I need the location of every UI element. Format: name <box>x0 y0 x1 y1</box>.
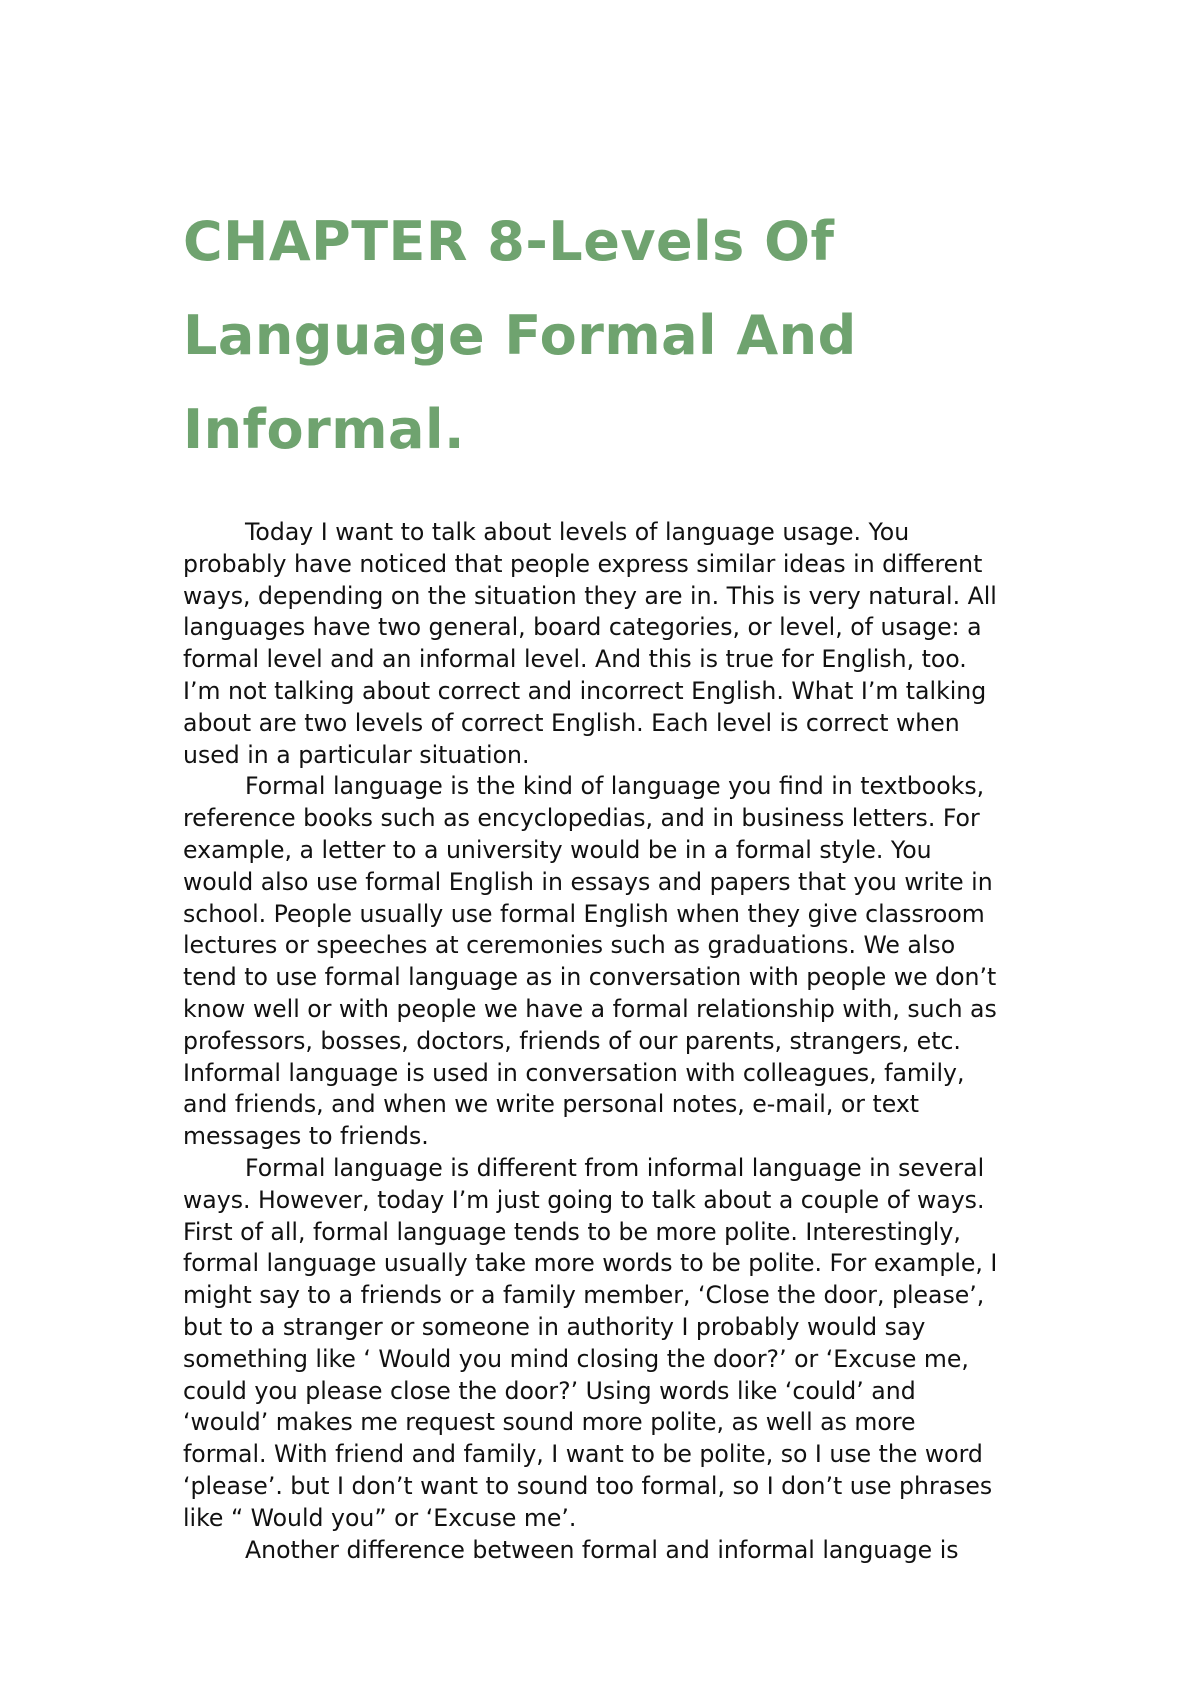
paragraph-first-line: Another difference between formal and informal language is <box>245 1535 959 1564</box>
paragraph-line: used in a particular situation. <box>183 740 530 769</box>
paragraph-line: about are two levels of correct English. Each level is correct when <box>183 708 960 737</box>
paragraph-line: ‘please’. but I don’t want to sound too formal, so I don’t use phrases <box>183 1471 993 1500</box>
paragraph-line: professors, bosses, doctors, friends of our parents, strangers, etc. <box>183 1026 961 1055</box>
paragraph-line: formal language usually take more words to be polite. For example, I <box>183 1249 998 1278</box>
paragraph-line: probably have noticed that people express similar ideas in different <box>183 549 983 578</box>
paragraph-line: tend to use formal language as in conversation with people we don’t <box>183 963 997 992</box>
paragraph-line: school. People usually use formal English when they give classroom <box>183 899 985 928</box>
body-text <box>183 517 1033 1566</box>
paragraph-line: languages have two general, board categories, or level, of usage: a <box>183 613 982 642</box>
paragraph-line: but to a stranger or someone in authority I probably would say <box>183 1312 926 1341</box>
paragraph <box>183 1535 1033 1567</box>
document-content <box>183 195 1033 1566</box>
paragraph-line: would also use formal English in essays and papers that you write in <box>183 867 993 896</box>
paragraph-line: lectures or speeches at ceremonies such as graduations. We also <box>183 931 956 960</box>
paragraph-line: example, a letter to a university would be in a formal style. You <box>183 835 932 864</box>
paragraph-line: ‘would’ makes me request sound more polite, as well as more <box>183 1408 916 1437</box>
paragraph-line: could you please close the door?’ Using words like ‘could’ and <box>183 1376 916 1405</box>
paragraph-first-line: Formal language is different from informal language in several <box>245 1153 985 1182</box>
paragraph-line: and friends, and when we write personal notes, e-mail, or text <box>183 1090 920 1119</box>
paragraph-line: messages to friends. <box>183 1122 429 1151</box>
paragraph-line: know well or with people we have a formal relationship with, such as <box>183 994 997 1023</box>
paragraph-line: I’m not talking about correct and incorrect English. What I’m talking <box>183 676 987 705</box>
paragraph-line: might say to a friends or a family member, ‘Close the door, please’, <box>183 1281 985 1310</box>
paragraph-line: formal. With friend and family, I want to be polite, so I use the word <box>183 1440 983 1469</box>
chapter-title-line: CHAPTER 8-Levels Of <box>183 210 835 273</box>
paragraph-line: formal level and an informal level. And this is true for English, too. <box>183 645 967 674</box>
chapter-title-line: Informal. <box>183 398 465 461</box>
paragraph-line: ways, depending on the situation they are in. This is very natural. All <box>183 581 997 610</box>
paragraph-line: like “ Would you” or ‘Excuse me’. <box>183 1503 577 1532</box>
paragraph-line: Informal language is used in conversation with colleagues, family, <box>183 1058 965 1087</box>
paragraph-line: First of all, formal language tends to be more polite. Interestingly, <box>183 1217 961 1246</box>
paragraph-line: ways. However, today I’m just going to talk about a couple of ways. <box>183 1185 985 1214</box>
paragraph-line: something like ‘ Would you mind closing the door?’ or ‘Excuse me, <box>183 1344 969 1373</box>
paragraph <box>183 771 1033 1153</box>
paragraph <box>183 517 1033 771</box>
chapter-title <box>183 195 1033 477</box>
paragraph <box>183 1153 1033 1535</box>
chapter-title-line: Language Formal And <box>183 304 857 367</box>
paragraph-line: reference books such as encyclopedias, and in business letters. For <box>183 804 980 833</box>
paragraph-first-line: Formal language is the kind of language you find in textbooks, <box>245 772 985 801</box>
paragraph-first-line: Today I want to talk about levels of language usage. You <box>245 518 910 546</box>
